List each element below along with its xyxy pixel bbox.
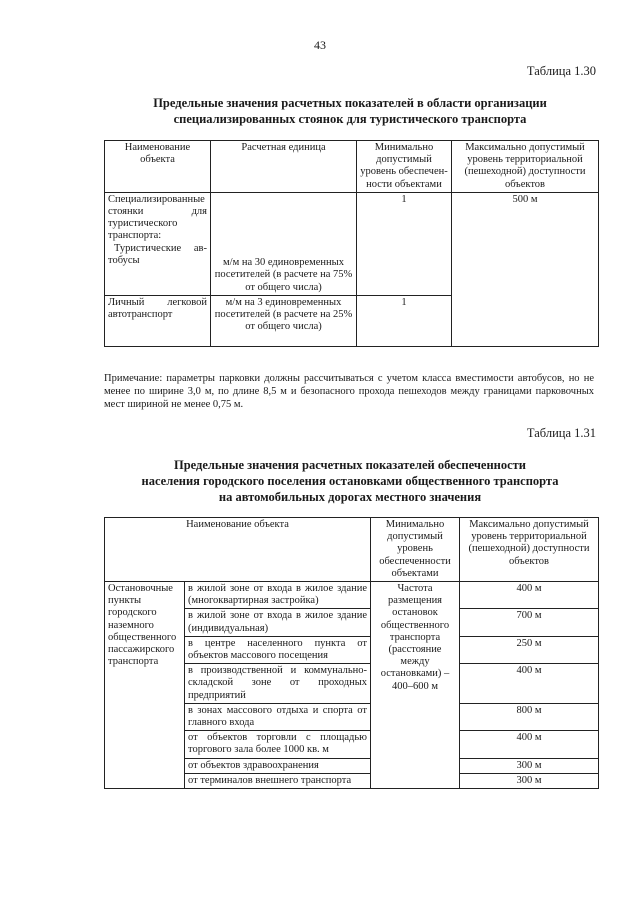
table-label-1-30: Таблица 1.30 (526, 64, 596, 78)
row-max: 400 м (460, 664, 599, 704)
row-desc: в производственной и коммунально-складской зоне от проходных предприятий (185, 664, 371, 704)
table-note (104, 372, 594, 411)
table-row (105, 582, 599, 609)
row-desc: в жилой зоне от входа в жилое здание (индивидуальная) (185, 609, 371, 636)
table-title-line: населения городского поселения остановками общественного транспорта (141, 474, 559, 488)
table-title-1-30 (60, 95, 640, 127)
table-title-line: специализированных стоянок для туристического транспорта (173, 112, 527, 126)
header-unit: Расчетная единица (211, 141, 357, 193)
table-title-1-31 (60, 457, 640, 505)
header-min: Минимально допустимый уровень обеспеченности объектами (357, 141, 452, 193)
header-name: Наименование объекта (105, 518, 371, 582)
table-header-row (105, 141, 599, 193)
row-desc: в центре населенного пункта от объектов массового посещения (185, 636, 371, 663)
note-prefix: Примечание: (104, 373, 163, 384)
row-min: 1 (357, 295, 452, 346)
row-name: Личный легковой автотранспорт (105, 295, 211, 346)
min-value: Частота размещения остановок общественного транспорта (расстояние между остановками) – 400–600 м (371, 582, 460, 789)
header-min: Минимально допустимый уровень обеспеченности объектами (371, 518, 460, 582)
row-max: 800 м (460, 703, 599, 730)
row-sub-name: Туристические автобусы (108, 242, 207, 266)
table-title-line: Предельные значения расчетных показателей обеспеченности (173, 458, 527, 472)
transport-stops-table (104, 517, 599, 789)
row-desc: от объектов торговли с площадью торгового зала более 1000 кв. м (185, 731, 371, 758)
note-text: параметры парковки должны рассчитываться с учетом класса вместимости автобусов, но не менее по ширине 3,0 м, по длине 8,5 м и безопасного прохода пешеходов между границами парковочных мест шириной не менее 0,75 м. (104, 373, 594, 410)
table-row (105, 192, 599, 295)
header-max: Максимально допустимый уровень территориальной (пешеходной) доступности объектов (460, 518, 599, 582)
page-number: 43 (314, 38, 326, 52)
row-max: 400 м (460, 582, 599, 609)
row-desc: от объектов здравоохранения (185, 758, 371, 773)
table-header-row (105, 518, 599, 582)
row-max: 700 м (460, 609, 599, 636)
group-name: Остановочные пункты городского наземного общественного пассажирского транспорта (105, 582, 185, 789)
row-max: 300 м (460, 758, 599, 773)
row-name-cell (105, 192, 211, 295)
row-unit: м/м на 3 единовременных посетителей (в расчете на 25% от общего числа) (211, 295, 357, 346)
row-desc: в жилой зоне от входа в жилое здание (многоквартирная застройка) (185, 582, 371, 609)
row-desc: от терминалов внешнего транспорта (185, 773, 371, 788)
row-min: 1 (357, 192, 452, 295)
header-name: Наименование объекта (105, 141, 211, 193)
header-max: Максимально допустимый уровень территориальной (пешеходной) доступности объектов (452, 141, 599, 193)
row-unit: м/м на 30 единовременных посетителей (в расчете на 75% от общего числа) (211, 192, 357, 295)
parking-table (104, 140, 599, 347)
table-label-1-31: Таблица 1.31 (526, 426, 596, 440)
row-group-name: Специализированные стоянки для туристического транспорта: (108, 193, 207, 242)
row-max: 500 м (452, 192, 599, 346)
table-title-line: Предельные значения расчетных показателей в области организации (153, 96, 547, 110)
table-title-line: на автомобильных дорогах местного значения (218, 490, 482, 504)
row-desc: в зонах массового отдыха и спорта от главного входа (185, 703, 371, 730)
row-max: 300 м (460, 773, 599, 788)
row-max: 400 м (460, 731, 599, 758)
row-max: 250 м (460, 636, 599, 663)
